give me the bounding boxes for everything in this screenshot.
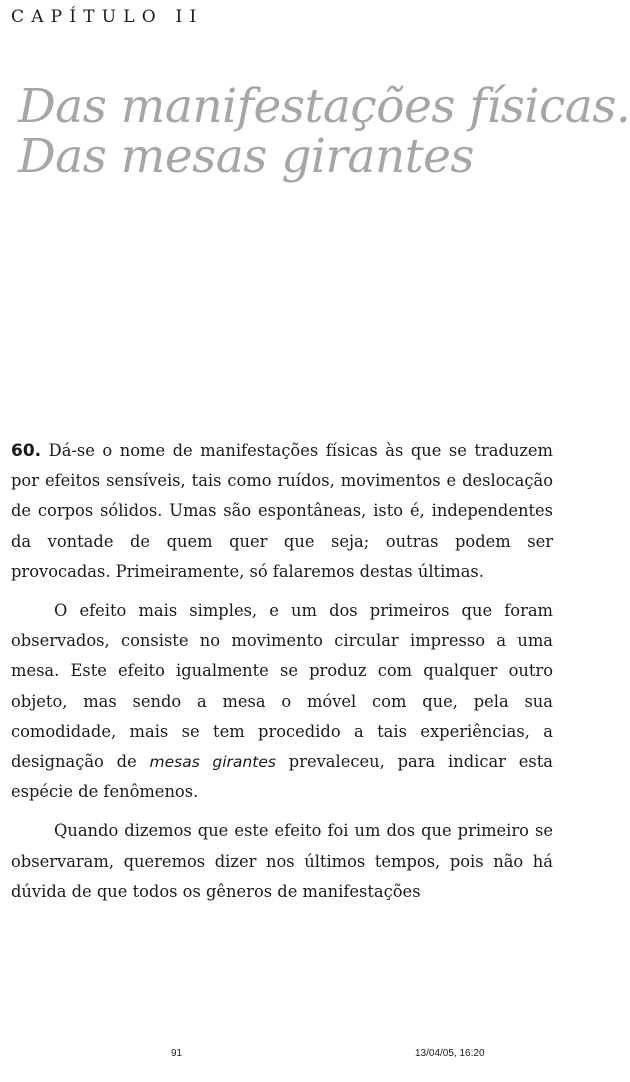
paragraph-60-text: Dá-se o nome de manifestações físicas às que se traduzem por efeitos sensíveis, tais como ruídos, movimentos e deslocação de corpos sólidos. Umas são espontâneas, isto é, independentes da vontade de quem quer que seja; outras podem ser provocadas. Primeiramente, só falaremos destas últimas. [11, 441, 553, 581]
paragraph-2 [11, 596, 553, 807]
body-text [11, 436, 553, 916]
footer-timestamp: 13/04/05, 16:20 [415, 1048, 485, 1059]
paragraph-2-text-before: O efeito mais simples, e um dos primeiros que foram observados, consiste no movimento circular impresso a uma mesa. Este efeito igualmente se produz com qualquer outro objeto, mas sendo a mesa o móvel com que, pela sua comodidade, mais se tem procedido a tais experiências, a designação de [11, 601, 553, 772]
paragraph-3 [11, 816, 553, 907]
chapter-label: CAPÍTULO II [11, 7, 204, 27]
paragraph-3-text: Quando dizemos que este efeito foi um dos que primeiro se observaram, queremos dizer nos últimos tempos, pois não há dúvida de que todos os gêneros de manifestações [11, 821, 553, 901]
chapter-title [18, 79, 630, 184]
paragraph-2-text-after: prevaleceu, para indicar esta espécie de fenômenos. [11, 752, 553, 802]
emphasized-term: mesas girantes [149, 753, 276, 772]
paragraph-60 [11, 436, 553, 587]
chapter-title-line-1: Das manifestações físicas. [18, 79, 630, 134]
paragraph-number: 60. [11, 441, 42, 461]
page-number: 91 [171, 1048, 183, 1059]
chapter-title-line-2: Das mesas girantes [18, 129, 475, 184]
